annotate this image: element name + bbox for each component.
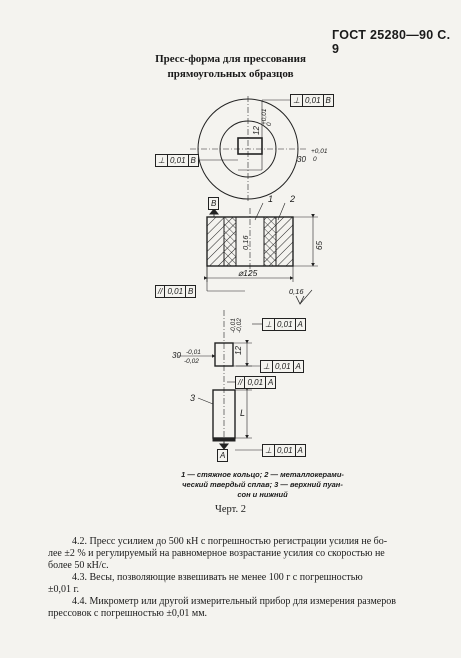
dim-12-punch-tol: -0,01 xyxy=(230,318,237,333)
callout-3: 3 xyxy=(190,393,196,403)
figure-caption: Черт. 2 xyxy=(215,504,246,515)
dim-30-punch-tol: -0,01 xyxy=(186,349,201,356)
dim-L: L xyxy=(240,408,246,418)
top-view xyxy=(190,96,306,202)
para-4-2-line2: лее ±2 % и регулируемый на равномерное возрастание усилия со скоростью не xyxy=(48,548,385,559)
datum-b: B xyxy=(208,197,219,210)
tolerance-perp-a-mid: ⊥ 0,01 A xyxy=(260,360,304,373)
tolerance-parallel-b: // 0,01 B xyxy=(155,285,196,298)
tolerance-perp-a-lower: ⊥ 0,01 A xyxy=(262,444,306,457)
para-4-3-line2: ±0,01 г. xyxy=(48,584,79,595)
dim-65: 65 xyxy=(315,241,324,250)
figure-title-line2: прямоугольных образцов xyxy=(167,68,294,80)
para-4-4-line1: 4.4. Микрометр или другой измерительный прибор для измерения размеров xyxy=(72,596,396,607)
para-4-3-line1: 4.3. Весы, позволяющие взвешивать не менее 100 г с погрешностью xyxy=(72,572,363,583)
roughness-016: 0,16 xyxy=(289,287,304,296)
dim-12-tol2: 0 xyxy=(266,122,273,126)
dim-12: 12 xyxy=(252,126,261,135)
tolerance-parallel-a: // 0,01 A xyxy=(235,376,276,389)
para-4-2-line3: более 50 кН/с. xyxy=(48,560,109,571)
dim-30-tol: +0,01 xyxy=(311,148,328,155)
legend-line1: 1 — стяжное кольцо; 2 — металлокерами- xyxy=(181,470,344,479)
tolerance-perp-a-upper: ⊥ 0,01 A xyxy=(262,318,306,331)
datum-a: A xyxy=(217,449,228,462)
para-4-2-line1: 4.2. Пресс усилием до 500 кН с погрешностью регистрации усилия не бо- xyxy=(72,536,388,547)
page-header: ГОСТ 25280—90 С. 9 xyxy=(332,28,451,56)
dim-30-punch: 30 xyxy=(172,351,181,360)
dim-12-punch: 12 xyxy=(234,346,243,355)
legend-line2: ческий твердый сплав; 3 — верхний пуан- xyxy=(182,480,343,489)
dim-12-tol: +0,01 xyxy=(261,108,268,125)
figure-title-line1: Пресс-форма для прессования xyxy=(155,53,306,65)
dim-016-inner: 0,16 xyxy=(241,235,250,250)
tolerance-perp-b-top: ⊥ 0,01 B xyxy=(290,94,334,107)
dim-30-tol2: 0 xyxy=(313,156,317,163)
legend-line3: сон и нижний xyxy=(237,490,288,499)
callout-2: 2 xyxy=(290,194,296,204)
tolerance-perp-b-left: ⊥ 0,01 B xyxy=(155,154,199,167)
dim-12-punch-tol2: -0,02 xyxy=(236,318,243,333)
para-4-4-line2: прессовок с погрешностью ±0,01 мм. xyxy=(48,608,208,619)
dim-diameter-125: ⌀125 xyxy=(238,268,258,278)
callout-1: 1 xyxy=(268,194,274,204)
dim-30-punch-tol2: -0,02 xyxy=(184,358,199,365)
dim-30: 30 xyxy=(297,155,306,164)
